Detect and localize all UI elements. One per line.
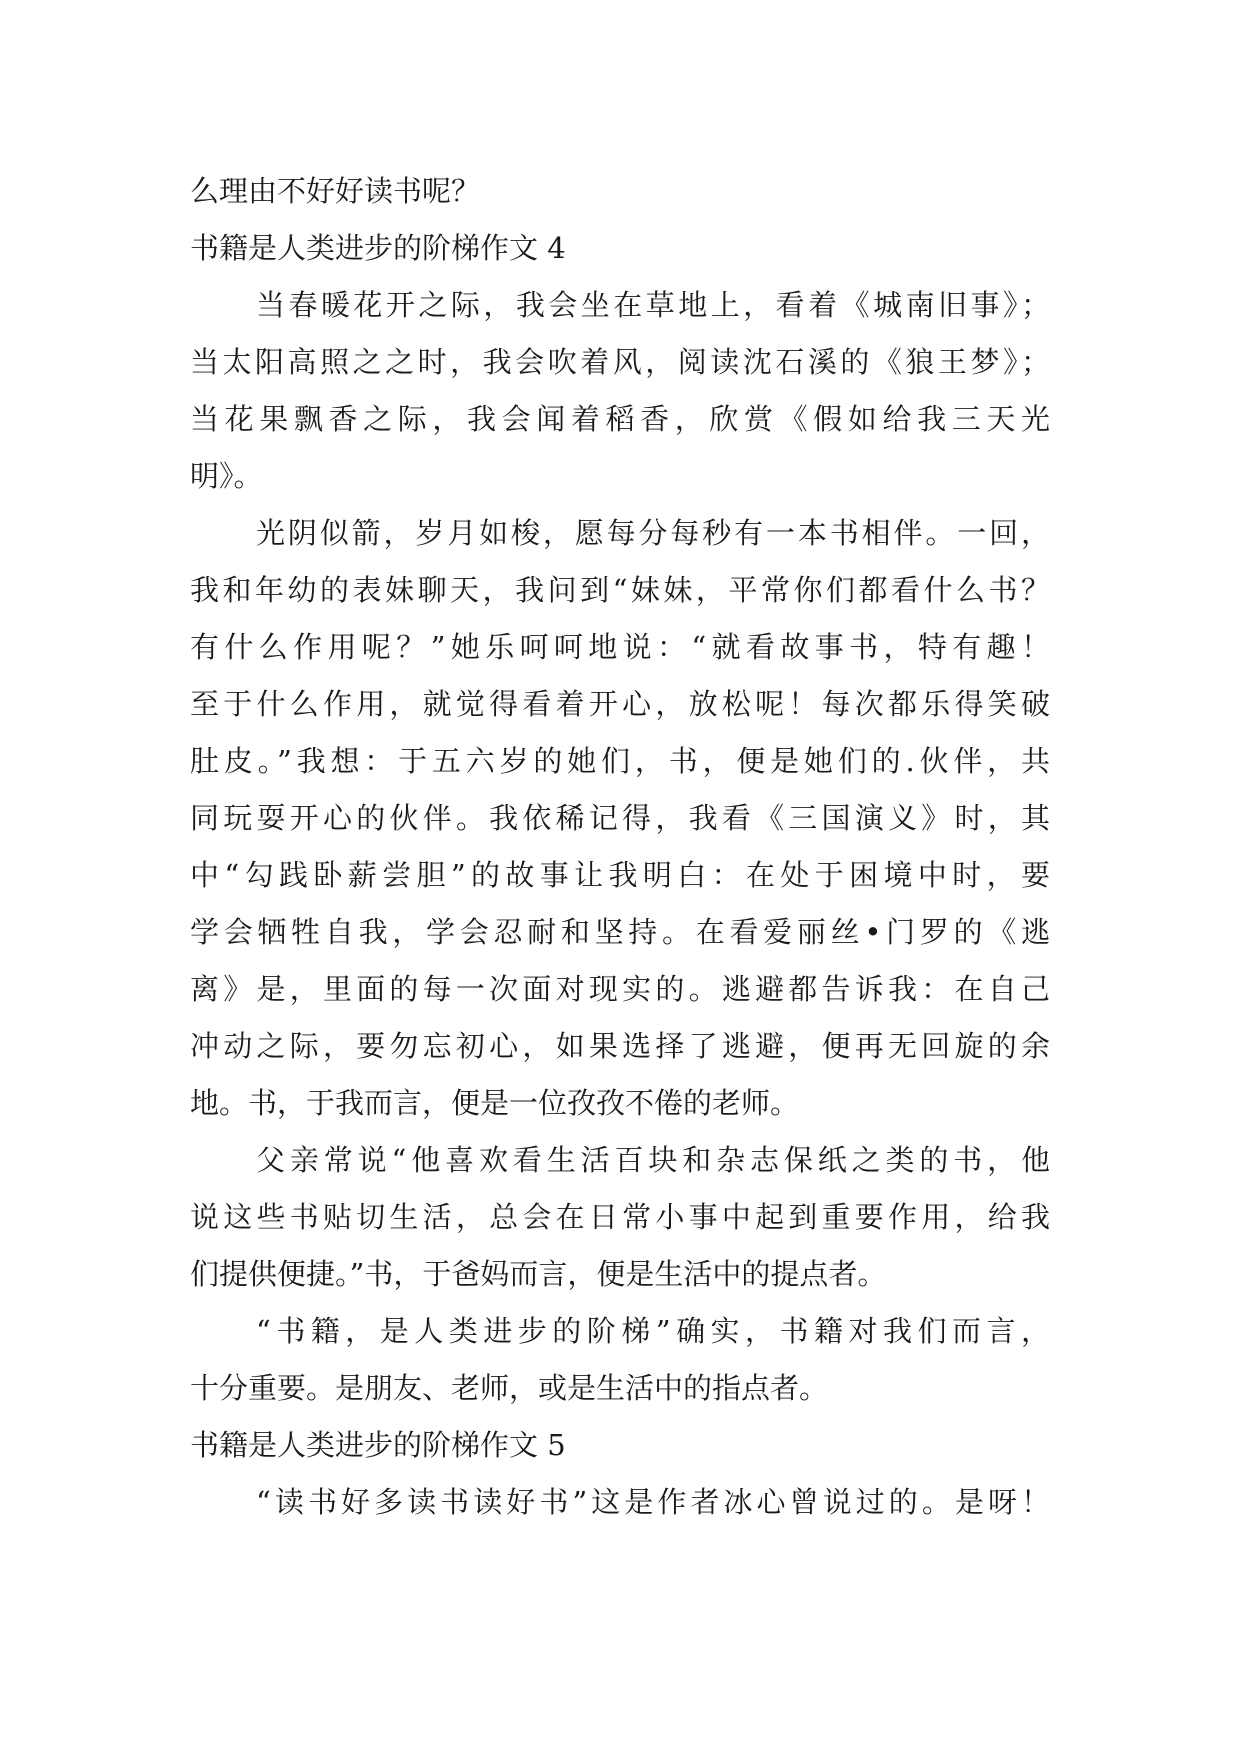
text-line: 当春暖花开之际，我会坐在草地上，看着《城南旧事》；	[256, 288, 1050, 322]
text-line: 地。书，于我而言，便是一位孜孜不倦的老师。	[190, 1086, 800, 1120]
text-line: 十分重要。是朋友、老师，或是生活中的指点者。	[190, 1371, 829, 1405]
text-line: 有什么作用呢？”她乐呵呵地说：“就看故事书，特有趣！	[190, 630, 1050, 664]
text-line: 明》。	[190, 459, 263, 493]
text-line: “书籍，是人类进步的阶梯”确实，书籍对我们而言，	[256, 1314, 1050, 1348]
text-line: 冲动之际，要勿忘初心，如果选择了逃避，便再无回旋的余	[190, 1029, 1050, 1063]
text-line: 至于什么作用，就觉得看着开心，放松呢！每次都乐得笑破	[190, 687, 1050, 721]
text-line: 书籍是人类进步的阶梯作文 4	[190, 231, 566, 265]
text-line: 学会牺牲自我，学会忍耐和坚持。在看爱丽丝•门罗的《逃	[190, 915, 1050, 949]
text-line: 书籍是人类进步的阶梯作文 5	[190, 1428, 566, 1462]
text-line: 当太阳高照之之时，我会吹着风，阅读沈石溪的《狼王梦》；	[190, 345, 1050, 379]
text-line: 光阴似箭，岁月如梭，愿每分每秒有一本书相伴。一回，	[256, 516, 1050, 550]
text-line: 们提供便捷。”书，于爸妈而言，便是生活中的提点者。	[190, 1257, 887, 1291]
text-line: 父亲常说“他喜欢看生活百块和杂志保纸之类的书，他	[256, 1143, 1050, 1177]
text-line: 中“勾践卧薪尝胆”的故事让我明白：在处于困境中时，要	[190, 858, 1050, 892]
text-line: 肚皮。”我想：于五六岁的她们，书，便是她们的.伙伴，共	[190, 744, 1050, 778]
document-body	[190, 163, 1050, 1531]
text-line: 当花果飘香之际，我会闻着稻香，欣赏《假如给我三天光	[190, 402, 1050, 436]
text-line: 说这些书贴切生活，总会在日常小事中起到重要作用，给我	[190, 1200, 1050, 1234]
text-line: “读书好多读书读好书”这是作者冰心曾说过的。是呀！	[256, 1485, 1050, 1519]
text-line: 我和年幼的表妹聊天，我问到“妹妹，平常你们都看什么书？	[190, 573, 1050, 607]
text-line: 么理由不好好读书呢？	[190, 174, 481, 208]
text-line: 离》是，里面的每一次面对现实的。逃避都告诉我：在自己	[190, 972, 1050, 1006]
text-line: 同玩耍开心的伙伴。我依稀记得，我看《三国演义》时，其	[190, 801, 1050, 835]
